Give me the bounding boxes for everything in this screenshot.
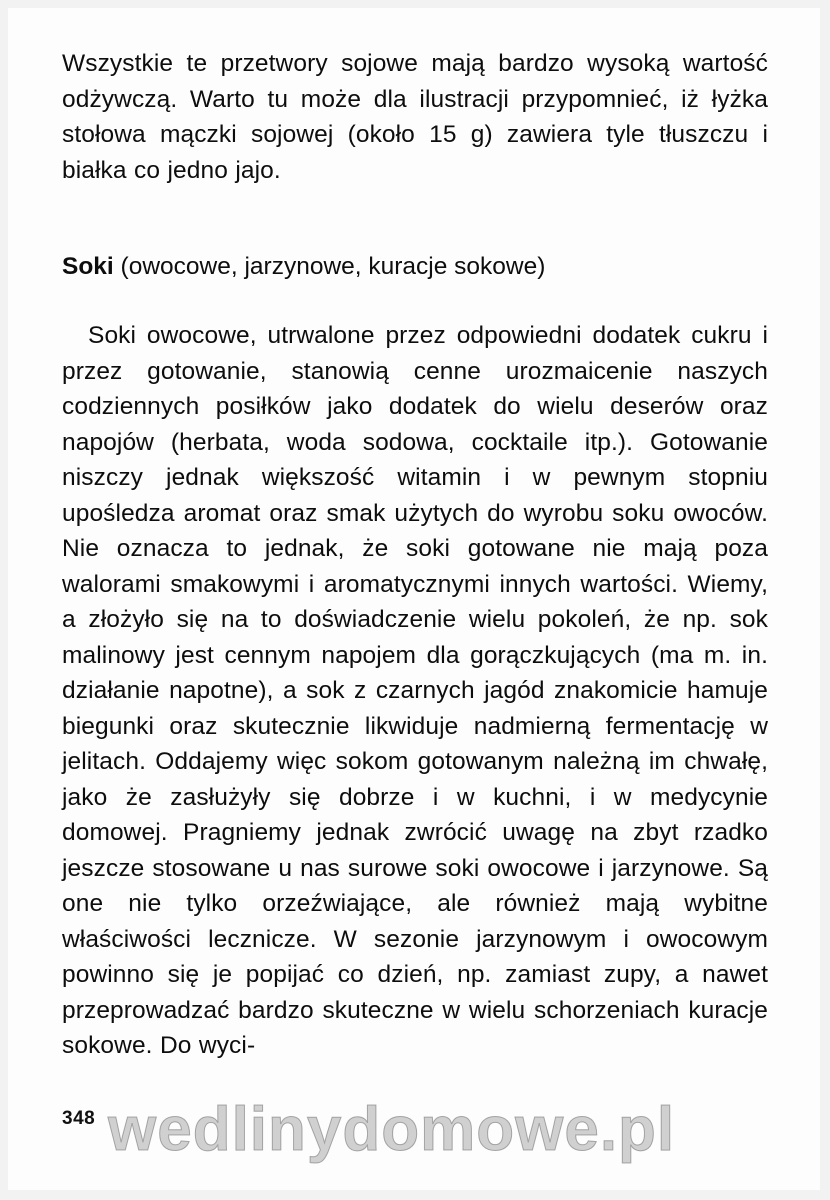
paragraph-spacer xyxy=(62,188,768,250)
section-heading-qualifier: (owocowe, jarzynowe, kuracje sokowe) xyxy=(113,253,546,280)
watermark-text: wedlinydomowe.pl xyxy=(108,1095,676,1164)
heading-spacer xyxy=(62,284,768,318)
section-heading-term: Soki xyxy=(62,253,114,280)
page-edge-left xyxy=(0,0,8,1200)
page-edge-top xyxy=(0,0,830,8)
section-heading xyxy=(62,250,768,284)
page-edge-right xyxy=(820,0,830,1200)
page-content xyxy=(62,46,768,1064)
page-edge-bottom xyxy=(0,1190,830,1200)
body-paragraph: Soki owocowe, utrwalone przez odpowiedni dodatek cukru i przez gotowanie, stanowią cenne urozmaicenie naszych codziennych posiłków jako dodatek do wielu deserów oraz napojów (herbata, woda sodowa, cocktaile itp.). Gotowanie niszczy jednak większość witamin i w pewnym stopniu upośledza aromat oraz smak użytych do wyrobu soku owoców. Nie oznacza to jednak, że soki gotowane nie mają poza walorami smakowymi i aromatycznymi innych wartości. Wiemy, a złożyło się na to doświadczenie wielu pokoleń, że np. sok malinowy jest cennym napojem dla gorączkujących (ma m. in. działanie napotne), a sok z czarnych jagód znakomicie hamuje biegunki oraz skutecznie likwiduje nadmierną fermentację w jelitach. Oddajemy więc sokom gotowanym należną im chwałę, jako że zasłużyły się dobrze i w kuchni, i w medycynie domowej. Pragniemy jednak zwrócić uwagę na zbyt rzadko jeszcze stosowane u nas surowe soki owocowe i jarzynowe. Są one nie tylko orzeźwiające, ale również mają wybitne właściwości lecznicze. W sezonie jarzynowym i owocowym powinno się je popijać co dzień, np. zamiast zupy, a nawet przeprowadzać bardzo skuteczne w wielu schorzeniach kuracje sokowe. Do wyci- xyxy=(62,322,768,1059)
intro-paragraph: Wszystkie te przetwory sojowe mają bardzo wysoką wartość odżywczą. Warto tu może dla ilustracji przypomnieć, iż łyżka stołowa mączki sojowej (około 15 g) zawiera tyle tłuszczu i białka co jedno jajo. xyxy=(62,50,768,184)
page-number: 348 xyxy=(62,1108,96,1129)
